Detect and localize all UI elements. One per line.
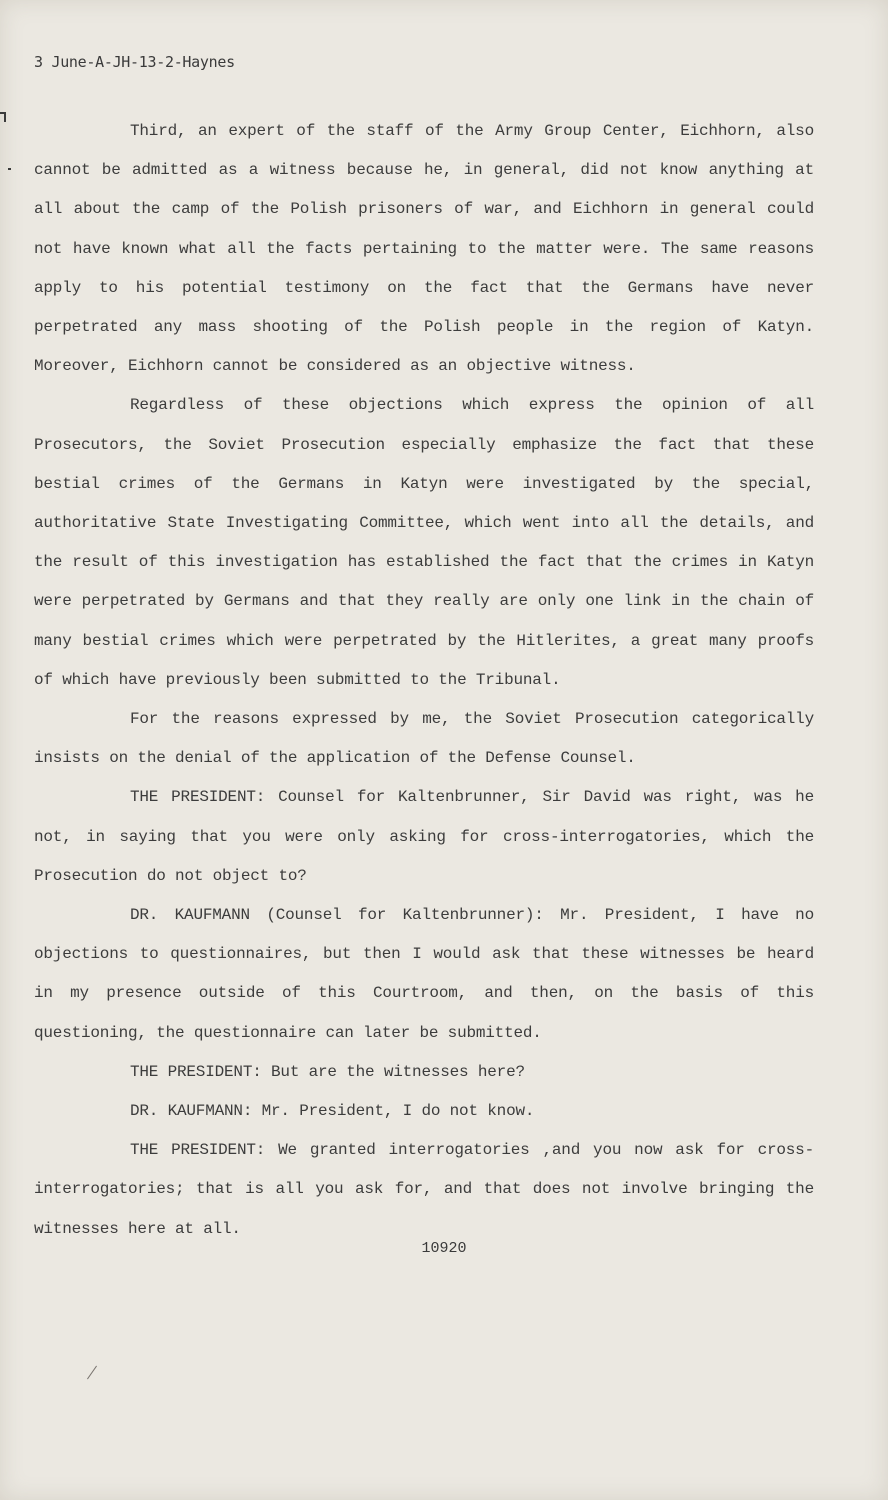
document-header-reference: 3 June-A-JH-13-2-Haynes bbox=[34, 53, 235, 71]
transcript-body bbox=[34, 112, 814, 1249]
paragraph-kaufmann-unknown: DR. KAUFMANN: Mr. President, I do not know. bbox=[130, 1102, 535, 1121]
paragraph-president-question: THE PRESIDENT: Counsel for Kaltenbrunner, Sir David was right, was he not, in saying that you were only asking for cross-interrogatories, which the Prosecution do not object to? bbox=[34, 788, 814, 885]
stray-pencil-mark bbox=[87, 1366, 97, 1380]
paragraph-president-interrogatories: THE PRESIDENT: We granted interrogatories ,and you now ask for cross-interrogatories; that is all you ask for, and that does not involve bringing the witnesses here at all. bbox=[34, 1141, 814, 1238]
margin-dot bbox=[8, 168, 11, 170]
margin-mark-vertical bbox=[4, 112, 6, 122]
paragraph-denial-request: For the reasons expressed by me, the Soviet Prosecution categorically insists on the denial of the application of the Defense Counsel. bbox=[34, 710, 814, 768]
paragraph-eichhorn-objection: Third, an expert of the staff of the Army Group Center, Eichhorn, also cannot be admitted as a witness because he, in general, did not know anything at all about the camp of the Polish prisoners of war, and Eichhorn in general could not have known what all the facts pertaining to the matter were. The same reasons apply to his potential testimony on the fact that the Germans have never perpetrated any mass shooting of the Polish people in the region of Katyn. Moreover, Eichhorn cannot be considered as an objective witness. bbox=[34, 122, 814, 376]
page-number: 10920 bbox=[421, 1240, 467, 1257]
paragraph-soviet-prosecution-emphasis: Regardless of these objections which express the opinion of all Prosecutors, the Soviet Prosecution especially emphasize the fact that these bestial crimes of the Germans in Katyn were investigated by the special, authoritative State Investigating Committee, which went into all the details, and the result of this investigation has established the fact that the crimes in Katyn were perpetrated by Germans and that they really are only one link in the chain of many bestial crimes which were perpetrated by the Hitlerites, a great many proofs of which have previously been submitted to the Tribunal. bbox=[34, 396, 814, 689]
paragraph-kaufmann-reply: DR. KAUFMANN (Counsel for Kaltenbrunner): Mr. President, I have no objections to questionnaires, but then I would ask that these witnesses be heard in my presence outside of this Courtroom, and then, on the basis of this questioning, the questionnaire can later be submitted. bbox=[34, 906, 814, 1042]
paragraph-president-witnesses: THE PRESIDENT: But are the witnesses here? bbox=[130, 1062, 525, 1081]
